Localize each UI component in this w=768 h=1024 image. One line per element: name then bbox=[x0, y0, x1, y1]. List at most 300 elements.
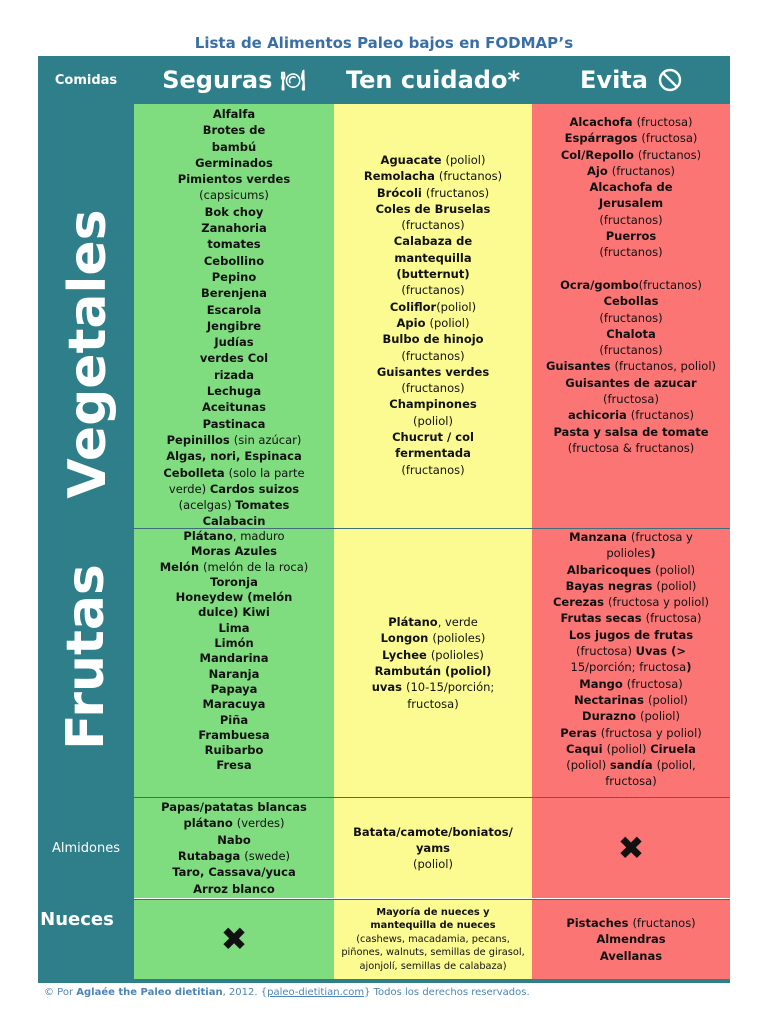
food-item bbox=[553, 692, 709, 708]
food-text: (fructanos) bbox=[630, 408, 695, 423]
food-text: (fructanos) bbox=[438, 169, 503, 184]
food-text: (fructanos) bbox=[599, 212, 663, 227]
food-item bbox=[163, 334, 304, 350]
vegetales-evita-cell bbox=[532, 104, 730, 528]
food-item bbox=[160, 743, 309, 758]
food-text: (fructosa y poliol) bbox=[607, 595, 710, 610]
food-text: Los jugos de frutas bbox=[568, 627, 694, 642]
food-text: (butternut) bbox=[396, 267, 470, 282]
food-item bbox=[364, 299, 502, 315]
vegetales-ten-cuidado-list bbox=[364, 152, 502, 478]
food-text: Coles de Bruselas bbox=[375, 201, 491, 216]
food-text: Puerros bbox=[605, 229, 657, 244]
food-item bbox=[546, 342, 716, 358]
food-item bbox=[553, 627, 709, 643]
food-item bbox=[546, 114, 716, 130]
food-text: Mango bbox=[579, 676, 627, 691]
food-item bbox=[372, 696, 495, 712]
food-text: Toronja bbox=[210, 574, 258, 589]
food-item bbox=[553, 708, 709, 724]
food-item bbox=[160, 590, 309, 605]
food-text: Guisantes bbox=[545, 359, 615, 374]
food-text: (fructanos) bbox=[401, 381, 465, 396]
food-item bbox=[163, 416, 304, 432]
food-text: Col/Repollo bbox=[560, 147, 638, 162]
food-text: Nabo bbox=[217, 832, 251, 847]
food-item bbox=[546, 358, 716, 374]
food-item bbox=[160, 697, 309, 712]
food-text: (fructanos) bbox=[599, 245, 663, 260]
food-text: verdes Col bbox=[199, 351, 269, 366]
food-item bbox=[546, 130, 716, 146]
food-text: (swede) bbox=[244, 849, 291, 863]
header-evita-label: Evita bbox=[580, 66, 648, 94]
food-text: Almendras bbox=[596, 932, 666, 947]
food-text: Papas/patatas blancas bbox=[161, 800, 307, 815]
food-item bbox=[163, 204, 304, 220]
row-label-frutas: Frutas bbox=[56, 564, 116, 750]
almidones-seguras-list bbox=[161, 799, 307, 897]
food-item bbox=[163, 350, 304, 366]
food-text: Guisantes verdes bbox=[376, 364, 490, 379]
header-seguras bbox=[134, 56, 334, 104]
food-text: (poliol) bbox=[656, 578, 697, 593]
food-text: Bayas negras bbox=[565, 578, 657, 593]
plate-icon: 🍽 bbox=[280, 68, 306, 92]
food-text: Zanahoria bbox=[201, 221, 267, 236]
food-item bbox=[341, 960, 524, 974]
food-text: Plátano bbox=[183, 529, 233, 543]
food-item bbox=[546, 261, 716, 277]
food-text: Mandarina bbox=[199, 651, 269, 666]
almidones-seguras-cell bbox=[134, 798, 334, 898]
food-text: (fructanos) bbox=[611, 163, 675, 178]
food-item bbox=[160, 651, 309, 666]
food-item bbox=[372, 614, 495, 630]
food-item bbox=[160, 713, 309, 728]
food-item bbox=[546, 293, 716, 309]
food-text: Guisantes de azucar bbox=[565, 375, 697, 390]
food-item bbox=[163, 187, 304, 203]
food-text: (melón de la roca) bbox=[203, 559, 309, 574]
food-text: dulce) Kiwi bbox=[198, 605, 270, 620]
nueces-evita-list bbox=[566, 915, 695, 964]
food-text: Albaricoques bbox=[566, 562, 656, 577]
food-item bbox=[364, 233, 502, 249]
food-item bbox=[546, 212, 716, 228]
header-comidas: Comidas bbox=[54, 72, 118, 88]
food-text: Berenjena bbox=[201, 286, 267, 301]
food-item bbox=[546, 326, 716, 342]
food-text: (fructanos) bbox=[401, 218, 465, 233]
nueces-ten-cuidado-list bbox=[341, 906, 524, 974]
footer-prefix: © Por bbox=[44, 987, 77, 998]
food-text: (fructosa) bbox=[636, 115, 693, 129]
food-text: Chalota bbox=[606, 326, 656, 341]
footer-link[interactable]: paleo-dietitian.com bbox=[267, 987, 365, 998]
food-text: Arroz blanco bbox=[193, 881, 275, 896]
row-label-nueces: Nueces bbox=[40, 908, 114, 930]
food-text: Cardos suizos bbox=[209, 481, 300, 496]
frutas-evita-list bbox=[553, 529, 709, 790]
food-item bbox=[372, 663, 495, 679]
food-item bbox=[364, 429, 502, 445]
food-text: (poliol) bbox=[413, 857, 453, 872]
food-text: Pasta y salsa de tomate bbox=[553, 424, 709, 439]
food-text: Judías bbox=[214, 335, 254, 350]
food-text: (fructanos) bbox=[599, 310, 663, 325]
food-item bbox=[553, 529, 709, 545]
food-text: Apio bbox=[396, 315, 430, 330]
food-text: Pepinillos bbox=[166, 432, 234, 447]
food-item bbox=[163, 448, 304, 464]
food-item bbox=[341, 919, 524, 933]
food-text: Maracuya bbox=[202, 697, 266, 712]
food-text: fructosa) bbox=[605, 774, 657, 789]
food-text: Remolacha bbox=[363, 169, 439, 184]
food-item bbox=[163, 285, 304, 301]
food-item bbox=[163, 122, 304, 138]
food-text: Ruibarbo bbox=[204, 743, 264, 758]
food-text: Durazno bbox=[582, 709, 640, 724]
food-text: Ajo bbox=[587, 163, 612, 178]
food-text: Frambuesa bbox=[198, 727, 270, 742]
food-item bbox=[364, 185, 502, 201]
bottom-band bbox=[38, 979, 730, 983]
food-text: (acelgas) bbox=[178, 498, 236, 513]
vegetales-ten-cuidado-cell bbox=[334, 104, 532, 528]
food-item bbox=[546, 407, 716, 423]
food-text: Ocra/gombo bbox=[560, 277, 639, 292]
food-text: Aguacate bbox=[380, 153, 446, 167]
food-text: Alcachofa de bbox=[589, 180, 673, 195]
no-symbol-icon bbox=[658, 68, 682, 92]
food-text: Jengibre bbox=[206, 318, 262, 333]
food-text: 15/porción; fructosa bbox=[570, 660, 687, 675]
food-item bbox=[161, 799, 307, 815]
food-text: Bok choy bbox=[204, 204, 264, 219]
frutas-seguras-list bbox=[160, 529, 309, 774]
food-text: Pastinaca bbox=[202, 416, 266, 431]
food-text: (fructosa y bbox=[630, 530, 693, 544]
food-item bbox=[364, 152, 502, 168]
food-item bbox=[163, 269, 304, 285]
food-text: mantequilla bbox=[394, 250, 472, 265]
food-text: (fructosa) bbox=[603, 392, 659, 407]
food-text: Jerusalem bbox=[598, 196, 664, 211]
food-text: yams bbox=[415, 840, 451, 855]
footer-author: Aglaée the Paleo dietitian bbox=[76, 987, 223, 998]
food-item bbox=[161, 815, 307, 831]
food-item bbox=[163, 155, 304, 171]
food-item bbox=[364, 201, 502, 217]
food-text: plátano bbox=[183, 816, 237, 831]
food-text: Moras Azules bbox=[191, 544, 277, 559]
food-text: Manzana bbox=[569, 530, 631, 544]
food-item bbox=[163, 465, 304, 481]
food-text: ) bbox=[686, 660, 692, 675]
food-text: Algas, nori, Espinaca bbox=[166, 449, 302, 464]
food-text: Mayoría de nueces y bbox=[376, 906, 490, 918]
frutas-evita-cell bbox=[532, 529, 730, 797]
food-item bbox=[364, 315, 502, 331]
food-text: Lima bbox=[218, 620, 250, 635]
almidones-ten-cuidado-cell bbox=[334, 798, 532, 898]
food-text: Piña bbox=[219, 712, 249, 727]
vegetales-seguras-cell bbox=[134, 104, 334, 528]
food-text: uvas bbox=[371, 680, 406, 695]
food-item bbox=[161, 864, 307, 880]
food-item bbox=[364, 364, 502, 380]
food-item bbox=[546, 244, 716, 260]
food-text: Lychee bbox=[382, 647, 431, 662]
food-item bbox=[160, 621, 309, 636]
row-label-vegetales: Vegetales bbox=[58, 209, 118, 499]
food-text: Calabaza de bbox=[393, 234, 473, 249]
food-text: mantequilla de nueces bbox=[370, 920, 496, 932]
food-item bbox=[546, 424, 716, 440]
food-text: (fructanos, poliol) bbox=[614, 359, 717, 374]
food-text: Rambután (poliol) bbox=[374, 664, 492, 678]
food-text: (fructosa & fructanos) bbox=[567, 440, 695, 455]
nueces-evita-cell bbox=[532, 900, 730, 979]
food-item bbox=[546, 195, 716, 211]
food-item bbox=[160, 529, 309, 544]
page-title: Lista de Alimentos Paleo bajos en FODMAP’s bbox=[194, 34, 574, 52]
food-text: , maduro bbox=[232, 529, 285, 543]
food-item bbox=[163, 497, 304, 513]
food-text: Chucrut / col bbox=[392, 430, 474, 445]
food-text: (fructanos) bbox=[401, 283, 465, 298]
food-text: Ciruela bbox=[650, 741, 696, 756]
food-text: Pimientos verdes bbox=[177, 172, 291, 187]
food-item bbox=[163, 367, 304, 383]
food-text: (fructanos) bbox=[638, 277, 702, 292]
food-item bbox=[341, 933, 524, 947]
food-item bbox=[161, 832, 307, 848]
food-text: (poliol, bbox=[656, 758, 696, 773]
food-text: (polioles) bbox=[432, 631, 486, 646]
row-label-almidones: Almidones bbox=[52, 840, 120, 856]
food-text: (fructosa) bbox=[576, 644, 636, 659]
food-item bbox=[161, 881, 307, 897]
food-item bbox=[546, 391, 716, 407]
nueces-ten-cuidado-cell bbox=[334, 900, 532, 979]
food-text: Alfalfa bbox=[212, 107, 256, 121]
food-text: Avellanas bbox=[599, 948, 663, 963]
food-item bbox=[553, 562, 709, 578]
food-text: Champinones bbox=[389, 397, 477, 412]
food-text: bambú bbox=[211, 139, 257, 154]
food-text: (poliol) bbox=[413, 413, 453, 428]
food-text: , verde bbox=[437, 615, 478, 630]
food-item bbox=[163, 106, 304, 122]
food-text: ) bbox=[650, 546, 656, 561]
header-seguras-label: Seguras bbox=[162, 66, 273, 94]
food-text: fermentada bbox=[395, 446, 471, 461]
food-text: (fructanos) bbox=[401, 462, 465, 477]
food-item bbox=[160, 636, 309, 651]
food-text: (poliol) bbox=[436, 299, 477, 314]
food-text: ajonjolí, semillas de calabaza) bbox=[359, 960, 507, 972]
food-item bbox=[364, 462, 502, 478]
almidones-ten-cuidado-list bbox=[353, 824, 513, 873]
food-item bbox=[364, 250, 502, 266]
food-text: (verdes) bbox=[236, 816, 285, 831]
food-item bbox=[553, 594, 709, 610]
food-text: polioles bbox=[606, 546, 651, 561]
food-text: Cerezas bbox=[552, 595, 608, 610]
food-text: verde) bbox=[168, 481, 210, 496]
footer-middle: , 2012. { bbox=[222, 987, 268, 998]
food-text: Tomates bbox=[235, 498, 290, 513]
food-item bbox=[546, 163, 716, 179]
food-item bbox=[163, 236, 304, 252]
cross-icon: ✖ bbox=[617, 828, 645, 867]
food-item bbox=[163, 220, 304, 236]
food-text: Frutas secas bbox=[560, 611, 646, 626]
food-text: Brotes de bbox=[202, 123, 266, 138]
food-item bbox=[546, 310, 716, 326]
food-item bbox=[372, 679, 495, 695]
food-item bbox=[553, 676, 709, 692]
nueces-seguras-cell bbox=[134, 900, 334, 979]
header-ten-cuidado: Ten cuidado* bbox=[345, 66, 521, 94]
food-text: (poliol) bbox=[445, 153, 486, 167]
food-item bbox=[353, 840, 513, 856]
food-text: Escarola bbox=[206, 302, 262, 317]
food-text: (solo la parte bbox=[228, 465, 305, 480]
food-item bbox=[161, 848, 307, 864]
food-text: (fructosa) bbox=[626, 676, 683, 691]
food-text: Nectarinas bbox=[574, 692, 648, 707]
food-text: (fructanos) bbox=[637, 147, 702, 162]
food-text: (fructosa) bbox=[645, 611, 702, 626]
food-item bbox=[553, 757, 709, 773]
food-text: (poliol) bbox=[606, 741, 651, 756]
food-text: (poliol) bbox=[640, 709, 680, 724]
food-text: Taro, Cassava/yuca bbox=[172, 865, 296, 880]
food-text: Cebollino bbox=[203, 253, 265, 268]
food-item bbox=[364, 396, 502, 412]
food-text: tomates bbox=[207, 237, 261, 252]
food-item bbox=[546, 228, 716, 244]
food-text: (fructanos) bbox=[632, 916, 696, 931]
food-item bbox=[553, 545, 709, 561]
food-item bbox=[353, 824, 513, 840]
vegetales-seguras-list bbox=[163, 106, 304, 530]
food-text: Aceitunas bbox=[202, 400, 266, 415]
food-item bbox=[160, 575, 309, 590]
almidones-evita-cell bbox=[532, 798, 730, 898]
food-text: Honeydew (melón bbox=[175, 590, 293, 605]
food-item bbox=[341, 906, 524, 920]
food-text: Batata/camote/boniatos/ bbox=[353, 824, 513, 839]
food-item bbox=[546, 147, 716, 163]
food-item bbox=[546, 440, 716, 456]
food-text: (fructanos) bbox=[401, 348, 465, 363]
food-item bbox=[160, 682, 309, 697]
food-item bbox=[160, 667, 309, 682]
food-text: (10-15/porción; bbox=[405, 680, 495, 695]
food-text: (poliol) bbox=[566, 758, 610, 773]
food-text: Alcachofa bbox=[569, 115, 637, 129]
food-item bbox=[163, 139, 304, 155]
food-item bbox=[160, 544, 309, 559]
food-text: (sin azúcar) bbox=[233, 432, 302, 447]
food-text: sandía bbox=[609, 758, 657, 773]
food-item bbox=[353, 856, 513, 872]
food-item bbox=[163, 432, 304, 448]
food-item bbox=[163, 318, 304, 334]
food-item bbox=[566, 931, 695, 947]
food-text: (polioles) bbox=[430, 647, 484, 662]
header-evita bbox=[532, 56, 730, 104]
food-text: (fructosa y poliol) bbox=[600, 725, 702, 740]
food-text: (poliol) bbox=[429, 315, 470, 330]
food-text: (poliol) bbox=[655, 562, 696, 577]
food-item bbox=[364, 445, 502, 461]
food-text: Papaya bbox=[210, 681, 258, 696]
food-text: (fructosa) bbox=[641, 131, 698, 146]
food-item bbox=[364, 282, 502, 298]
food-text: Caqui bbox=[566, 741, 607, 756]
frutas-seguras-cell bbox=[134, 529, 334, 797]
food-item bbox=[364, 217, 502, 233]
food-text: (fructanos) bbox=[599, 343, 663, 358]
food-text: Pepino bbox=[211, 269, 257, 284]
food-text: Naranja bbox=[208, 666, 260, 681]
cross-icon: ✖ bbox=[220, 920, 248, 959]
food-text: Uvas (> bbox=[635, 644, 686, 659]
food-item bbox=[566, 915, 695, 931]
food-text: Cebolleta bbox=[163, 465, 229, 480]
food-item bbox=[553, 578, 709, 594]
food-item bbox=[163, 481, 304, 497]
food-text: piñones, walnuts, semillas de girasol, bbox=[341, 947, 525, 959]
food-text: Rutabaga bbox=[177, 849, 245, 863]
food-text: rizada bbox=[213, 367, 255, 382]
food-item bbox=[546, 179, 716, 195]
food-text: Bulbo de hinojo bbox=[382, 332, 484, 347]
food-text: achicoria bbox=[567, 408, 631, 423]
food-text: Plátano bbox=[388, 615, 438, 630]
food-item bbox=[553, 741, 709, 757]
food-item bbox=[553, 659, 709, 675]
vegetales-evita-list bbox=[546, 114, 716, 456]
food-text: Brócoli bbox=[376, 185, 426, 200]
frutas-ten-cuidado-list bbox=[372, 614, 495, 712]
food-text: (fructanos) bbox=[425, 185, 490, 200]
food-text: Fresa bbox=[216, 758, 252, 773]
footer bbox=[44, 987, 530, 998]
food-text: Calabacin bbox=[202, 514, 266, 529]
food-text: fructosa) bbox=[407, 696, 459, 711]
food-text: (capsicums) bbox=[199, 188, 269, 203]
food-item bbox=[553, 725, 709, 741]
food-item bbox=[163, 171, 304, 187]
food-text: Limón bbox=[214, 636, 254, 651]
food-item bbox=[163, 302, 304, 318]
food-item bbox=[364, 348, 502, 364]
food-item bbox=[546, 375, 716, 391]
food-item bbox=[163, 399, 304, 415]
food-text: Espárragos bbox=[564, 131, 642, 146]
food-text: Germinados bbox=[195, 155, 273, 170]
food-item bbox=[372, 647, 495, 663]
food-text: (cashews, macadamia, pecans, bbox=[356, 933, 510, 945]
food-item bbox=[160, 758, 309, 773]
